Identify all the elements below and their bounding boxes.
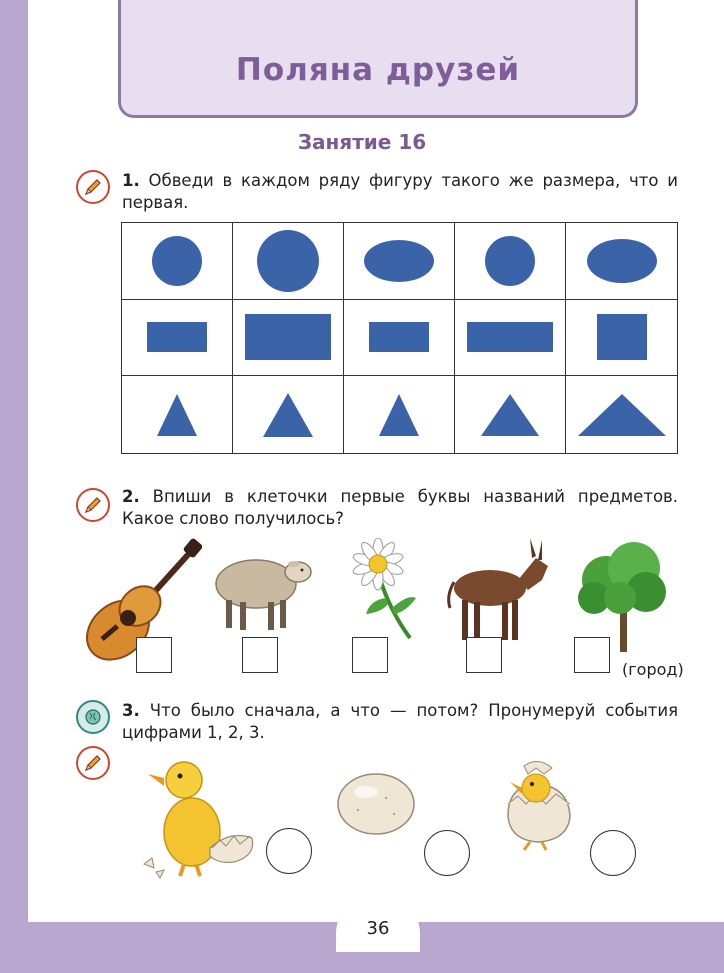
task-3-instruction: Что было сначала, а что — потом? Пронумеруй события цифрами 1, 2, 3. (122, 701, 678, 742)
triangle-shape (157, 394, 197, 436)
oval-shape (364, 240, 434, 282)
grid-cell[interactable] (566, 223, 677, 300)
rectangle-shape (147, 322, 207, 352)
triangle-shape (578, 394, 666, 436)
egg-picture (336, 770, 422, 840)
triangle-shape (481, 394, 539, 436)
letter-box-5[interactable] (574, 637, 610, 673)
donkey-picture (444, 536, 554, 642)
oval-shape (587, 239, 657, 283)
grid-cell[interactable] (233, 376, 344, 453)
task-1-instruction: Обведи в каждом ряду фигуру такого же размера, что и первая. (122, 171, 678, 212)
order-circle-3[interactable] (590, 830, 636, 876)
pencil-icon (76, 746, 110, 780)
task-3-text (122, 700, 678, 744)
circle-shape (152, 236, 202, 286)
shapes-grid (121, 222, 678, 454)
task-3-number: 3. (122, 701, 140, 720)
grid-cell[interactable] (233, 300, 344, 377)
letter-box-2[interactable] (242, 637, 278, 673)
sheep-picture (210, 548, 314, 632)
task-1-number: 1. (122, 171, 140, 190)
order-circle-2[interactable] (424, 830, 470, 876)
triangle-shape (263, 393, 313, 437)
grid-cell[interactable] (566, 300, 677, 377)
task-2-hint: (город) (622, 660, 684, 679)
letter-box-4[interactable] (466, 637, 502, 673)
grid-cell[interactable] (233, 223, 344, 300)
rectangle-shape (369, 322, 429, 352)
chamomile-picture (336, 538, 420, 642)
pencil-icon (76, 170, 110, 204)
grid-cell[interactable] (344, 223, 455, 300)
rectangle-shape (245, 314, 331, 360)
triangle-shape (379, 394, 419, 436)
circle-shape (257, 230, 319, 292)
letter-box-1[interactable] (136, 637, 172, 673)
brain-icon (76, 700, 110, 734)
grid-cell[interactable] (344, 376, 455, 453)
lesson-title: Занятие 16 (297, 130, 427, 154)
page-title: Поляна друзей (235, 52, 521, 88)
order-circle-1[interactable] (266, 828, 312, 874)
rectangle-shape (467, 322, 553, 352)
grid-cell[interactable] (455, 376, 566, 453)
tree-picture (572, 540, 676, 652)
task-2-instruction: Впиши в клеточки первые буквы названий предметов. Какое слово получилось? (122, 487, 679, 528)
grid-cell[interactable] (455, 300, 566, 377)
page-number: 36 (366, 918, 390, 939)
grid-cell[interactable] (122, 300, 233, 377)
header-banner (118, 0, 638, 118)
task-2-number: 2. (122, 487, 140, 506)
letter-box-3[interactable] (352, 637, 388, 673)
grid-cell[interactable] (344, 300, 455, 377)
grid-cell[interactable] (566, 376, 677, 453)
pencil-icon (76, 488, 110, 522)
task-1-text (122, 170, 678, 214)
grid-cell[interactable] (122, 376, 233, 453)
duckling-picture (134, 752, 264, 882)
rectangle-shape (597, 314, 647, 360)
hatching-chick-picture (494, 756, 586, 852)
grid-cell[interactable] (122, 223, 233, 300)
circle-shape (485, 236, 535, 286)
grid-cell[interactable] (455, 223, 566, 300)
task-2-text (122, 486, 678, 530)
